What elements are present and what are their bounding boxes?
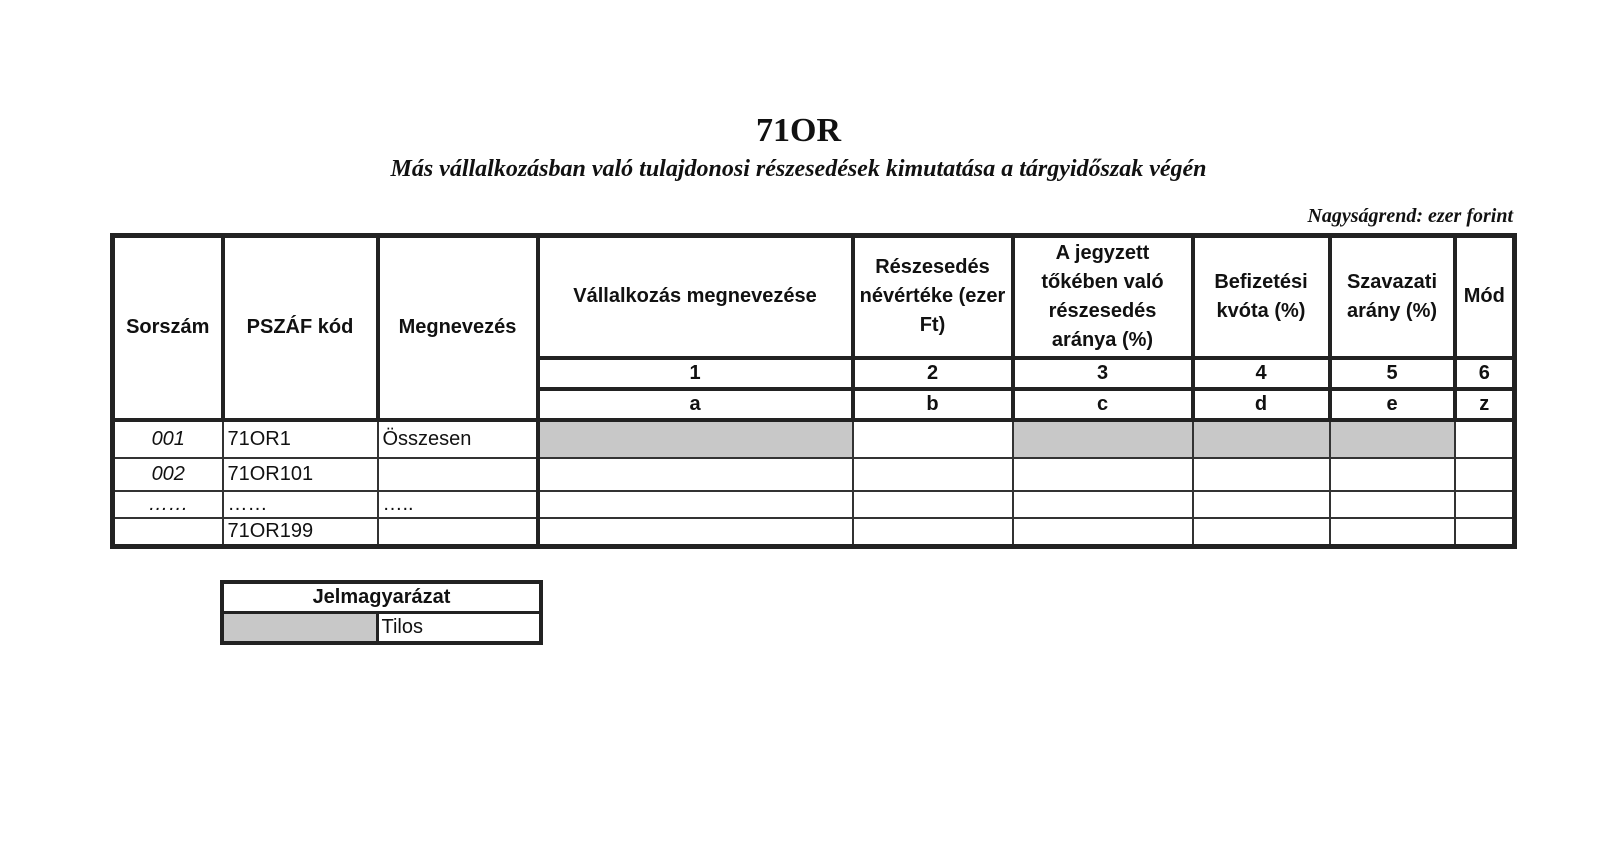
input-cell[interactable] <box>853 491 1013 518</box>
row-megnevezes: Összesen <box>378 420 538 458</box>
table-row <box>113 458 1515 491</box>
col-header-jegyzett-toke-arany: A jegyzett tőkében való részesedés aránya (%) <box>1013 236 1193 358</box>
input-cell[interactable] <box>1455 491 1515 518</box>
input-cell[interactable] <box>1013 458 1193 491</box>
col-number: 4 <box>1193 358 1330 389</box>
report-table <box>110 233 1517 549</box>
table-row <box>113 420 1515 458</box>
row-pszaf-kod: …… <box>223 491 378 518</box>
legend-forbidden-label: Tilos <box>377 613 541 644</box>
forbidden-cell <box>1013 420 1193 458</box>
row-megnevezes <box>378 458 538 491</box>
col-header-pszaf-kod: PSZÁF kód <box>223 236 378 420</box>
col-letter: d <box>1193 389 1330 420</box>
col-header-mod: Mód <box>1455 236 1515 358</box>
table-row <box>113 491 1515 518</box>
col-number: 3 <box>1013 358 1193 389</box>
row-sorszam: 002 <box>113 458 223 491</box>
legend-title: Jelmagyarázat <box>222 582 541 613</box>
row-sorszam: …… <box>113 491 223 518</box>
input-cell[interactable] <box>1455 458 1515 491</box>
col-letter: e <box>1330 389 1455 420</box>
col-header-sorszam: Sorszám <box>113 236 223 420</box>
col-header-vallalkozas: Vállalkozás megnevezése <box>538 236 853 358</box>
col-letter: a <box>538 389 853 420</box>
col-number: 1 <box>538 358 853 389</box>
row-megnevezes <box>378 518 538 547</box>
input-cell[interactable] <box>1330 491 1455 518</box>
col-header-reszesedes-nevertek: Részesedés névértéke (ezer Ft) <box>853 236 1013 358</box>
input-cell[interactable] <box>1013 491 1193 518</box>
col-letter: c <box>1013 389 1193 420</box>
unit-note: Nagyságrend: ezer forint <box>1307 205 1513 227</box>
input-cell[interactable] <box>853 420 1013 458</box>
input-cell[interactable] <box>538 458 853 491</box>
forbidden-cell <box>1330 420 1455 458</box>
input-cell[interactable] <box>1193 518 1330 547</box>
input-cell[interactable] <box>1330 458 1455 491</box>
col-letter: z <box>1455 389 1515 420</box>
forbidden-cell <box>1193 420 1330 458</box>
input-cell[interactable] <box>538 518 853 547</box>
input-cell[interactable] <box>1193 491 1330 518</box>
row-pszaf-kod: 71OR101 <box>223 458 378 491</box>
input-cell[interactable] <box>1193 458 1330 491</box>
input-cell[interactable] <box>853 458 1013 491</box>
col-number: 6 <box>1455 358 1515 389</box>
input-cell[interactable] <box>1455 420 1515 458</box>
col-header-megnevezes: Megnevezés <box>378 236 538 420</box>
form-code-title: 71OR <box>756 112 841 149</box>
form-subtitle: Más vállalkozásban való tulajdonosi részesedések kimutatása a tárgyidőszak végén <box>390 156 1207 182</box>
col-header-befizetesi-kvota: Befizetési kvóta (%) <box>1193 236 1330 358</box>
row-sorszam <box>113 518 223 547</box>
col-letter: b <box>853 389 1013 420</box>
row-megnevezes: ….. <box>378 491 538 518</box>
input-cell[interactable] <box>853 518 1013 547</box>
col-number: 5 <box>1330 358 1455 389</box>
row-pszaf-kod: 71OR199 <box>223 518 378 547</box>
input-cell[interactable] <box>1455 518 1515 547</box>
table-row <box>113 518 1515 547</box>
row-sorszam: 001 <box>113 420 223 458</box>
legend-forbidden-swatch <box>222 613 377 644</box>
forbidden-cell <box>538 420 853 458</box>
legend-table <box>220 580 543 645</box>
col-number: 2 <box>853 358 1013 389</box>
input-cell[interactable] <box>1330 518 1455 547</box>
col-header-szavazati-arany: Szavazati arány (%) <box>1330 236 1455 358</box>
row-pszaf-kod: 71OR1 <box>223 420 378 458</box>
input-cell[interactable] <box>538 491 853 518</box>
input-cell[interactable] <box>1013 518 1193 547</box>
